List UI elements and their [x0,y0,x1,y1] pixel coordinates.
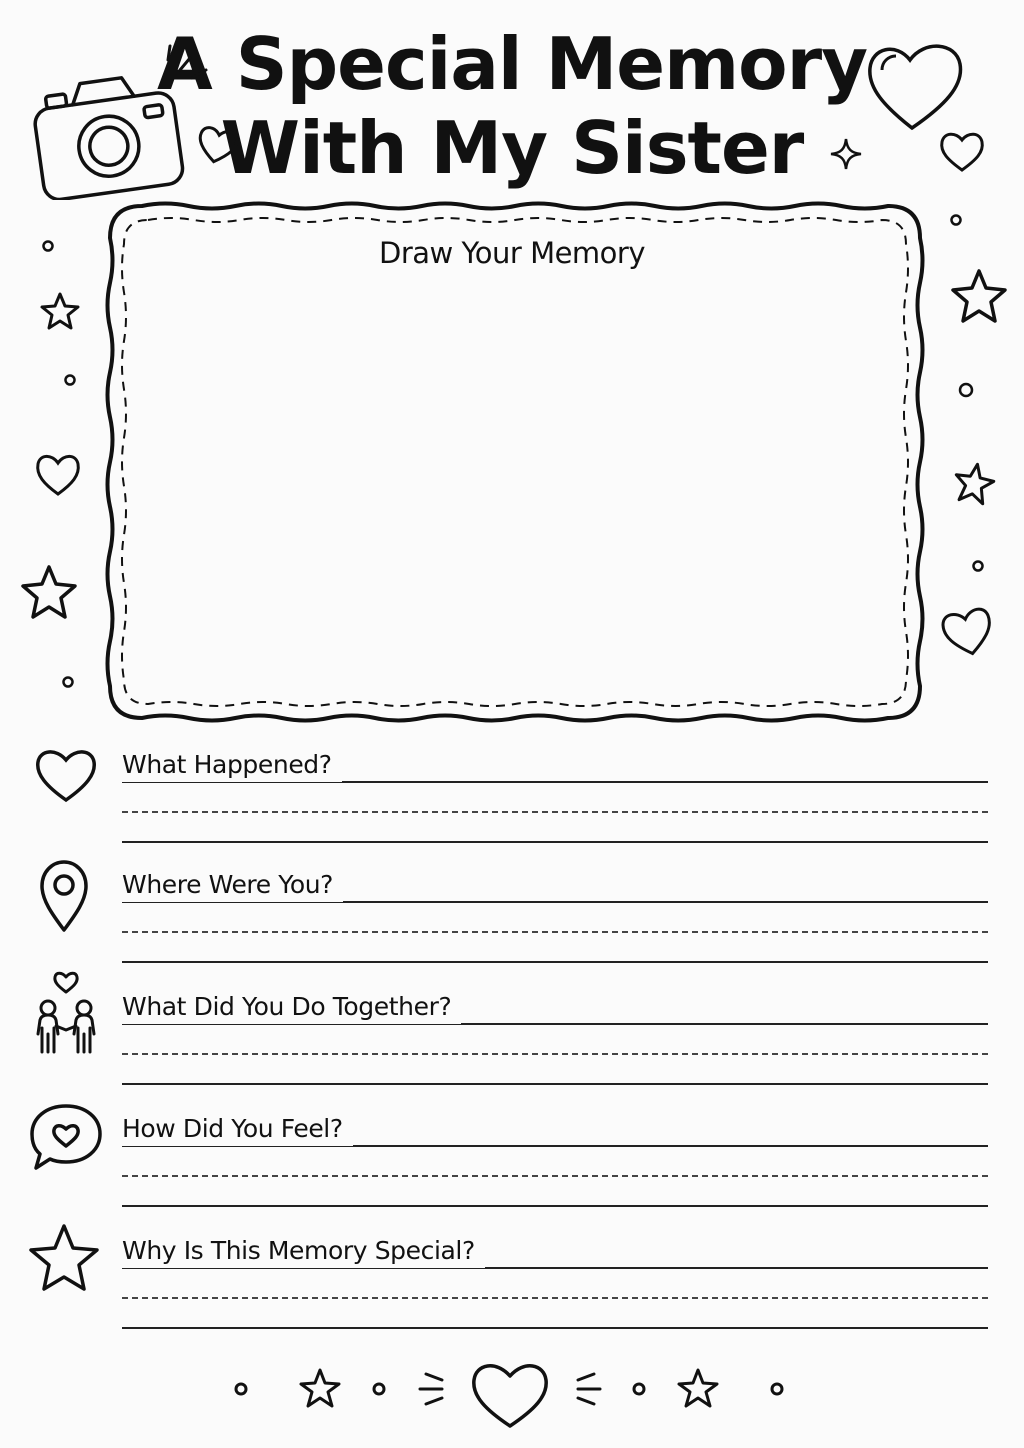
dot-icon [374,1384,384,1394]
large-heart-icon [862,36,970,140]
star-icon [18,562,80,624]
sparkle-icon [828,136,864,172]
section-label: Why Is This Memory Special? [122,1234,485,1268]
dot-icon [236,1384,246,1394]
drawing-frame[interactable] [100,196,930,728]
dot-icon [60,674,76,690]
section-label: What Happened? [122,748,342,782]
section-what-happened [0,748,1024,848]
section-how-did-you-feel [0,1112,1024,1212]
dot-icon [956,380,976,400]
section-label: What Did You Do Together? [122,990,461,1024]
title-line-1: A Special Memory [156,22,868,106]
star-icon [679,1370,717,1406]
small-heart-icon [193,122,241,170]
two-kids-holding-hands-icon [26,968,106,1060]
bottom-decoration [220,1346,800,1432]
heart-icon [938,602,998,662]
star-icon [38,290,82,334]
dot-icon [948,212,964,228]
star-icon [301,1370,339,1406]
star-icon [948,266,1010,328]
drawing-area-label: Draw Your Memory [378,236,646,270]
section-why-special [0,1234,1024,1334]
camera-icon [30,40,210,200]
section-where-were-you [0,868,1024,968]
dot-icon [970,558,986,574]
small-heart-icon [936,126,988,176]
star-icon [26,1220,106,1300]
section-what-did-you-do-together [0,990,1024,1090]
dot-icon [634,1384,644,1394]
dot-icon [62,372,78,388]
heart-icon [474,1366,546,1426]
heart-speech-bubble-icon [26,1098,106,1178]
heart-icon [32,448,84,500]
title-line-2: With My Sister [220,106,804,190]
heart-icon [26,734,106,814]
location-pin-icon [26,854,106,934]
section-label: How Did You Feel? [122,1112,353,1146]
dot-icon [772,1384,782,1394]
star-icon [950,460,998,508]
section-label: Where Were You? [122,868,343,902]
